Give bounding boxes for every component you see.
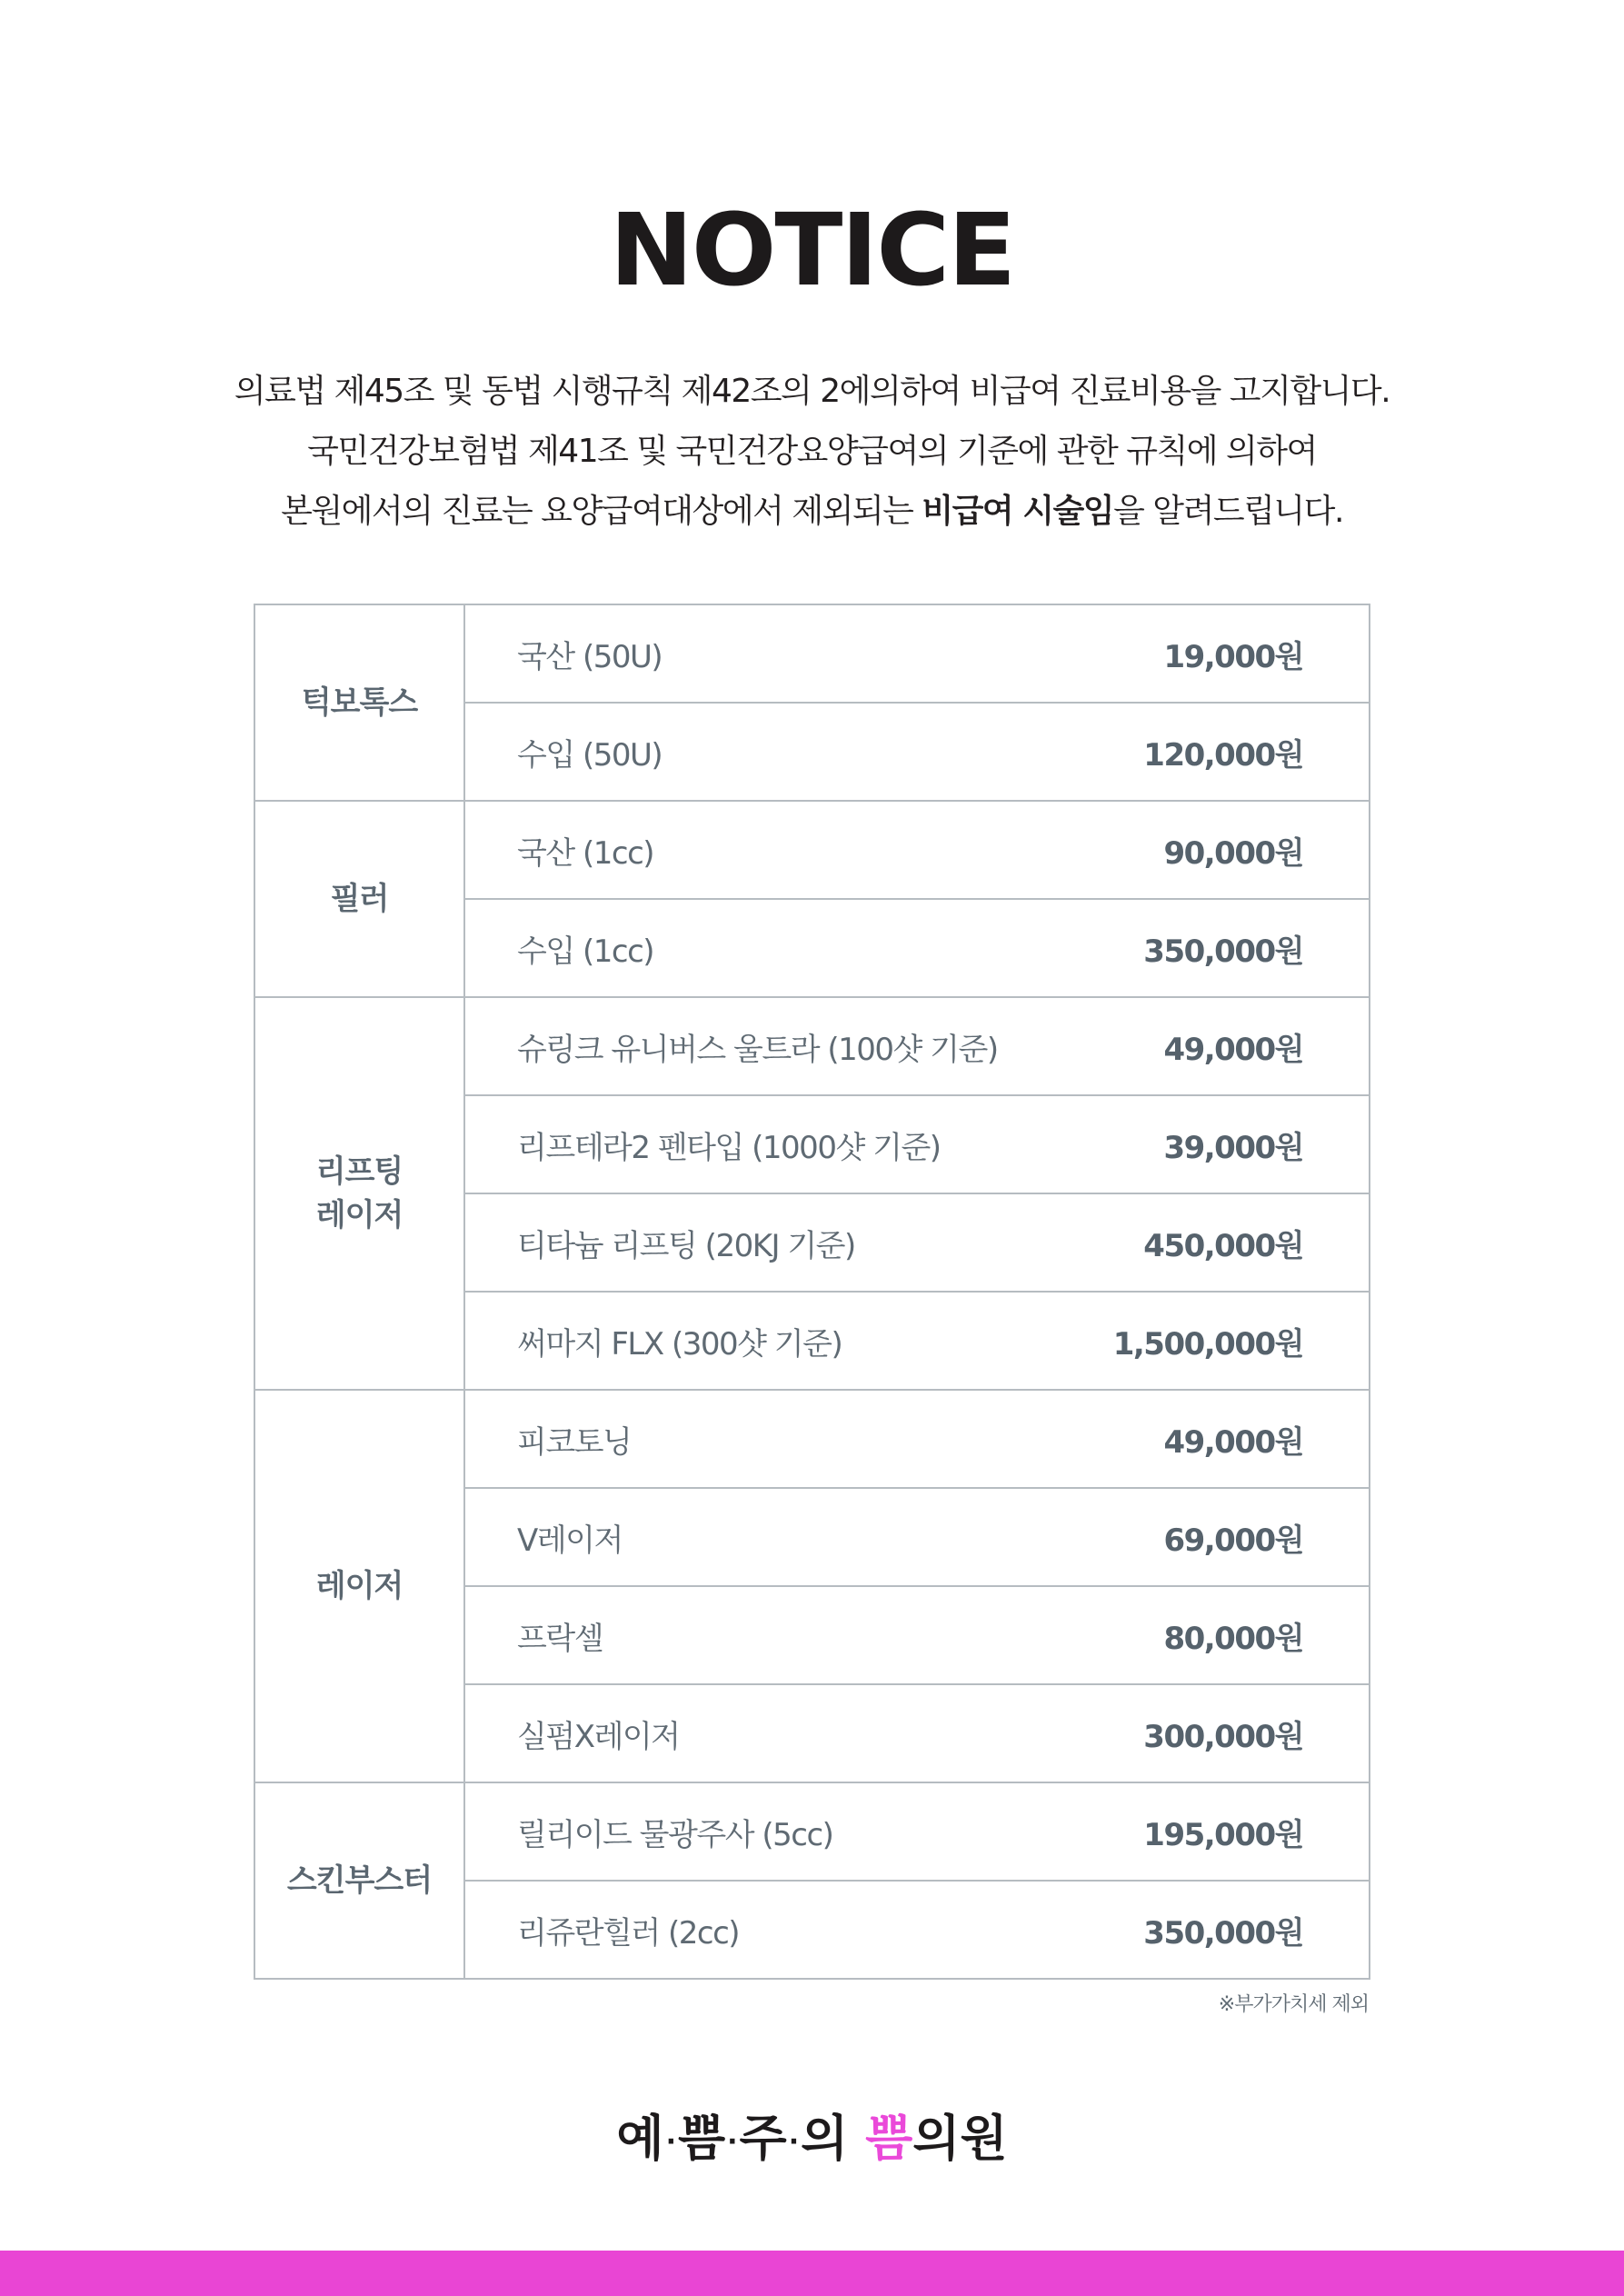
item-cell bbox=[464, 1193, 1370, 1292]
item-name: 국산 (1cc) bbox=[517, 834, 654, 872]
item-price: 39,000원 bbox=[1163, 1129, 1303, 1166]
brand-separator-1: · bbox=[665, 2125, 676, 2158]
category-label: 리프팅 bbox=[315, 1153, 404, 1190]
item-name: 리쥬란힐러 (2cc) bbox=[517, 1914, 740, 1952]
item-cell bbox=[464, 604, 1370, 703]
category-label: 필러 bbox=[330, 881, 389, 917]
item-row-content bbox=[465, 1685, 1369, 1782]
item-row-content bbox=[465, 1587, 1369, 1683]
bottom-accent-bar bbox=[0, 2251, 1624, 2296]
item-row-content bbox=[465, 1783, 1369, 1880]
intro-line-3 bbox=[0, 482, 1624, 542]
category-label: 레이저 bbox=[315, 1568, 404, 1604]
item-price: 80,000원 bbox=[1163, 1620, 1303, 1657]
table-row bbox=[254, 604, 1370, 703]
item-name: 슈링크 유니버스 울트라 (100샷 기준) bbox=[517, 1031, 998, 1068]
table-row bbox=[254, 997, 1370, 1095]
item-price: 120,000원 bbox=[1143, 736, 1303, 774]
category-label: 스킨부스터 bbox=[286, 1862, 433, 1899]
intro-line-3-strong: 비급여 시술임 bbox=[922, 493, 1114, 530]
item-name: 수입 (50U) bbox=[517, 736, 663, 774]
item-cell bbox=[464, 703, 1370, 801]
intro-line-3-pre: 본원에서의 진료는 요양급여대상에서 제외되는 bbox=[281, 493, 922, 530]
item-row-content bbox=[465, 704, 1369, 800]
item-price: 350,000원 bbox=[1143, 1914, 1303, 1952]
item-row-content bbox=[465, 1293, 1369, 1389]
item-cell bbox=[464, 1586, 1370, 1684]
item-price: 19,000원 bbox=[1163, 638, 1303, 675]
intro-line-1: 의료법 제45조 및 동법 시행규칙 제42조의 2에의하여 비급여 진료비용을 고지합니다. bbox=[234, 373, 1390, 410]
item-name: V레이저 bbox=[517, 1522, 623, 1559]
item-cell bbox=[464, 1488, 1370, 1586]
item-price: 49,000원 bbox=[1163, 1423, 1303, 1461]
category-label: 레이저 bbox=[315, 1197, 404, 1233]
table-row bbox=[254, 801, 1370, 899]
brand-char-1: 예 bbox=[616, 2110, 664, 2167]
category-label: 턱보톡스 bbox=[301, 684, 418, 721]
category-cell bbox=[254, 604, 464, 801]
item-cell bbox=[464, 1390, 1370, 1488]
item-price: 69,000원 bbox=[1163, 1522, 1303, 1559]
item-name: 피코토닝 bbox=[517, 1423, 632, 1461]
intro-line-2: 국민건강보험법 제41조 및 국민건강요양급여의 기준에 관한 규칙에 의하여 bbox=[307, 433, 1317, 470]
item-name: 리프테라2 펜타입 (1000샷 기준) bbox=[517, 1129, 941, 1166]
intro-line-3-post: 을 알려드립니다. bbox=[1113, 493, 1343, 530]
brand-char-4: 의 bbox=[801, 2110, 849, 2167]
item-row-content bbox=[465, 1882, 1369, 1978]
item-row-content bbox=[465, 1489, 1369, 1585]
table-row bbox=[254, 1782, 1370, 1881]
item-row-content bbox=[465, 802, 1369, 898]
item-price: 195,000원 bbox=[1143, 1816, 1303, 1853]
clinic-logo bbox=[0, 2100, 1624, 2170]
table-row bbox=[254, 1390, 1370, 1488]
item-cell bbox=[464, 997, 1370, 1095]
item-name: 수입 (1cc) bbox=[517, 933, 654, 970]
item-price: 90,000원 bbox=[1163, 834, 1303, 872]
page-title: NOTICE bbox=[609, 192, 1015, 308]
item-row-content bbox=[465, 998, 1369, 1094]
item-row-content bbox=[465, 1391, 1369, 1487]
item-row-content bbox=[465, 1194, 1369, 1291]
item-cell bbox=[464, 1095, 1370, 1193]
item-price: 450,000원 bbox=[1143, 1227, 1303, 1264]
brand-separator-2: · bbox=[727, 2125, 738, 2158]
brand-accent-char: 쁨 bbox=[865, 2110, 913, 2167]
item-cell bbox=[464, 801, 1370, 899]
item-name: 티타늄 리프팅 (20KJ 기준) bbox=[517, 1227, 855, 1264]
item-row-content bbox=[465, 1096, 1369, 1193]
brand-separator-3: · bbox=[788, 2125, 800, 2158]
item-name: 프락셀 bbox=[517, 1620, 603, 1657]
brand-char-3: 주 bbox=[739, 2110, 787, 2167]
item-price: 49,000원 bbox=[1163, 1031, 1303, 1068]
brand-suffix: 의원 bbox=[912, 2110, 1008, 2167]
item-price: 350,000원 bbox=[1143, 933, 1303, 970]
item-name: 실펌X레이저 bbox=[517, 1718, 680, 1755]
item-price: 1,500,000원 bbox=[1112, 1325, 1303, 1363]
item-row-content bbox=[465, 900, 1369, 996]
category-cell bbox=[254, 801, 464, 997]
item-name: 써마지 FLX (300샷 기준) bbox=[517, 1325, 842, 1363]
item-price: 300,000원 bbox=[1143, 1718, 1303, 1755]
brand-char-2: 쁨 bbox=[677, 2110, 726, 2167]
item-name: 릴리이드 물광주사 (5cc) bbox=[517, 1816, 833, 1853]
vat-note: ※부가가치세 제외 bbox=[1218, 1993, 1369, 2016]
item-row-content bbox=[465, 605, 1369, 702]
category-cell bbox=[254, 1782, 464, 1979]
item-cell bbox=[464, 1292, 1370, 1390]
item-cell bbox=[464, 899, 1370, 997]
category-cell bbox=[254, 997, 464, 1390]
price-table-body bbox=[254, 604, 1370, 1979]
item-cell bbox=[464, 1881, 1370, 1979]
item-cell bbox=[464, 1684, 1370, 1782]
notice-intro bbox=[0, 362, 1624, 542]
price-table bbox=[254, 604, 1370, 1980]
category-cell bbox=[254, 1390, 464, 1782]
item-cell bbox=[464, 1782, 1370, 1881]
item-name: 국산 (50U) bbox=[517, 638, 663, 675]
